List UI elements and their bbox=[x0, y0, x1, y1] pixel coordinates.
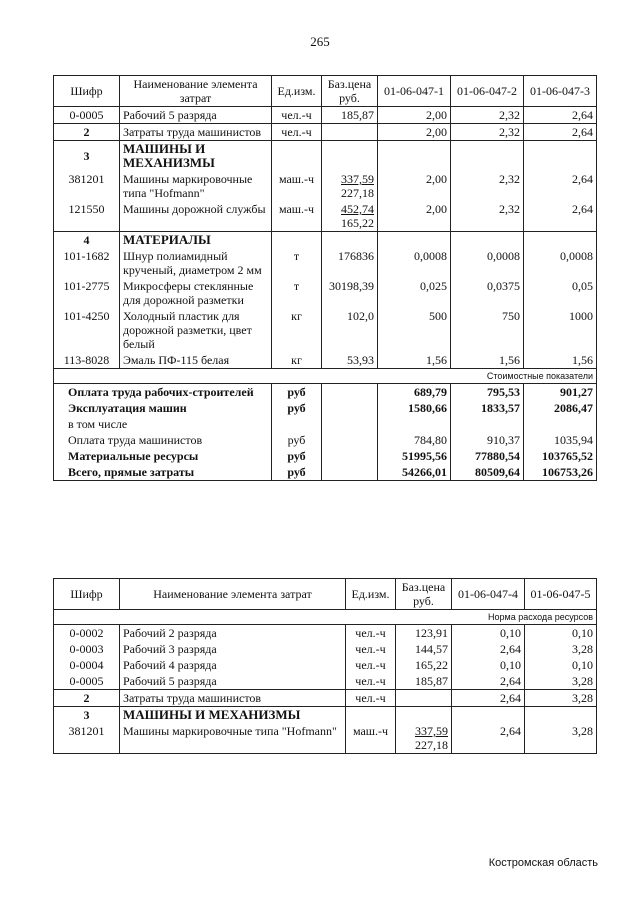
summary-row bbox=[54, 400, 597, 416]
summary-unit: руб bbox=[272, 448, 322, 464]
table-row bbox=[54, 641, 597, 657]
empty-cell bbox=[451, 141, 524, 172]
empty-cell bbox=[272, 416, 322, 432]
row-value-2: 0,0008 bbox=[451, 248, 524, 278]
row-price: 176836 bbox=[322, 248, 378, 278]
table-row bbox=[54, 308, 597, 352]
row-code: 101-2775 bbox=[54, 278, 120, 308]
header-code: Шифр bbox=[54, 579, 120, 610]
row-code: 113-8028 bbox=[54, 352, 120, 369]
row-price: 185,87 bbox=[396, 673, 452, 690]
cost-indicators-caption: Стоимостные показатели bbox=[54, 369, 597, 384]
section-title: МАШИНЫ И МЕХАНИЗМЫ bbox=[120, 141, 272, 172]
table-row bbox=[54, 171, 597, 201]
row-value-1: 2,00 bbox=[378, 171, 451, 201]
header-name: Наименование элемента затрат bbox=[120, 579, 346, 610]
row-code: 0-0005 bbox=[54, 107, 120, 124]
row-unit: чел.-ч bbox=[346, 657, 396, 673]
row-name: Машины маркировочные типа "Hofmann" bbox=[120, 171, 272, 201]
price-primary: 337,59 bbox=[415, 724, 448, 738]
row-value-3: 2,64 bbox=[524, 171, 597, 201]
table-header-row bbox=[54, 76, 597, 107]
row-code: 3 bbox=[54, 141, 120, 172]
table-row bbox=[54, 690, 597, 707]
row-price bbox=[322, 171, 378, 201]
section-title: МАШИНЫ И МЕХАНИЗМЫ bbox=[120, 707, 346, 724]
row-code: 4 bbox=[54, 232, 120, 249]
header-col-2: 01-06-047-2 bbox=[451, 76, 524, 107]
table-row bbox=[54, 673, 597, 690]
row-value-1: 2,00 bbox=[378, 124, 451, 141]
table-row bbox=[54, 278, 597, 308]
row-value-1: 2,64 bbox=[452, 641, 525, 657]
summary-value-2: 1833,57 bbox=[451, 400, 524, 416]
summary-value-3: 106753,26 bbox=[524, 464, 597, 481]
row-code: 2 bbox=[54, 124, 120, 141]
summary-value-1: 51995,56 bbox=[378, 448, 451, 464]
section-row bbox=[54, 707, 597, 724]
header-col-3: 01-06-047-3 bbox=[524, 76, 597, 107]
price-primary: 337,59 bbox=[341, 172, 374, 186]
row-value-1: 0,0008 bbox=[378, 248, 451, 278]
row-name: Холодный пластик для дорожной разметки, цвет белый bbox=[120, 308, 272, 352]
row-name: Затраты труда машинистов bbox=[120, 690, 346, 707]
row-price: 53,93 bbox=[322, 352, 378, 369]
header-unit: Ед.изм. bbox=[272, 76, 322, 107]
summary-value-3: 2086,47 bbox=[524, 400, 597, 416]
summary-value-1: 1580,66 bbox=[378, 400, 451, 416]
row-value-1: 2,00 bbox=[378, 107, 451, 124]
section-row bbox=[54, 141, 597, 172]
summary-unit: руб bbox=[272, 464, 322, 481]
row-unit: чел.-ч bbox=[346, 690, 396, 707]
summary-name: Материальные ресурсы bbox=[54, 448, 272, 464]
table-row bbox=[54, 352, 597, 369]
row-value-2: 0,0375 bbox=[451, 278, 524, 308]
resource-table-2 bbox=[53, 578, 597, 754]
summary-unit: руб bbox=[272, 384, 322, 401]
row-value-1: 2,64 bbox=[452, 673, 525, 690]
row-name: Рабочий 5 разряда bbox=[120, 673, 346, 690]
row-value-2: 2,32 bbox=[451, 201, 524, 232]
row-name: Машины дорожной службы bbox=[120, 201, 272, 232]
empty-cell bbox=[322, 384, 378, 401]
resource-table-1 bbox=[53, 75, 597, 481]
empty-cell bbox=[378, 141, 451, 172]
row-code: 381201 bbox=[54, 723, 120, 754]
price-primary: 452,74 bbox=[341, 202, 374, 216]
row-value-2: 2,32 bbox=[451, 124, 524, 141]
empty-cell bbox=[346, 707, 396, 724]
summary-name: Оплата труда рабочих-строителей bbox=[54, 384, 272, 401]
empty-cell bbox=[452, 707, 525, 724]
section-row bbox=[54, 232, 597, 249]
price-secondary: 227,18 bbox=[341, 186, 374, 200]
row-price: 30198,39 bbox=[322, 278, 378, 308]
table-row bbox=[54, 107, 597, 124]
row-code: 381201 bbox=[54, 171, 120, 201]
row-name: Рабочий 4 разряда bbox=[120, 657, 346, 673]
summary-value-2: 910,37 bbox=[451, 432, 524, 448]
row-value-1: 2,00 bbox=[378, 201, 451, 232]
row-name: Машины маркировочные типа "Hofmann" bbox=[120, 723, 346, 754]
row-unit: кг bbox=[272, 308, 322, 352]
empty-cell bbox=[272, 141, 322, 172]
row-unit: т bbox=[272, 278, 322, 308]
row-name: Рабочий 5 разряда bbox=[120, 107, 272, 124]
row-value-2: 2,32 bbox=[451, 107, 524, 124]
row-price bbox=[396, 723, 452, 754]
empty-cell bbox=[322, 141, 378, 172]
summary-value-2: 795,53 bbox=[451, 384, 524, 401]
row-code: 0-0004 bbox=[54, 657, 120, 673]
empty-cell bbox=[524, 416, 597, 432]
table-row bbox=[54, 201, 597, 232]
table-row bbox=[54, 625, 597, 642]
row-unit: чел.-ч bbox=[346, 641, 396, 657]
resource-norm-caption: Норма расхода ресурсов bbox=[54, 610, 597, 625]
row-name: Шнур полиамидный крученый, диаметром 2 мм bbox=[120, 248, 272, 278]
row-unit: маш.-ч bbox=[272, 201, 322, 232]
summary-row bbox=[54, 464, 597, 481]
row-unit: чел.-ч bbox=[346, 625, 396, 642]
row-value-2: 3,28 bbox=[525, 723, 597, 754]
empty-cell bbox=[378, 416, 451, 432]
summary-name: в том числе bbox=[54, 416, 272, 432]
empty-cell bbox=[322, 432, 378, 448]
summary-row bbox=[54, 448, 597, 464]
empty-cell bbox=[524, 141, 597, 172]
header-col-1: 01-06-047-1 bbox=[378, 76, 451, 107]
empty-cell bbox=[396, 707, 452, 724]
caption-row bbox=[54, 369, 597, 384]
summary-value-3: 901,27 bbox=[524, 384, 597, 401]
table-row bbox=[54, 657, 597, 673]
row-code: 101-4250 bbox=[54, 308, 120, 352]
summary-value-1: 689,79 bbox=[378, 384, 451, 401]
price-secondary: 227,18 bbox=[415, 738, 448, 752]
row-price: 185,87 bbox=[322, 107, 378, 124]
empty-cell bbox=[272, 232, 322, 249]
row-value-2: 750 bbox=[451, 308, 524, 352]
row-price: 165,22 bbox=[396, 657, 452, 673]
row-unit: чел.-ч bbox=[272, 107, 322, 124]
summary-unit: руб bbox=[272, 400, 322, 416]
row-value-1: 2,64 bbox=[452, 690, 525, 707]
row-unit: маш.-ч bbox=[272, 171, 322, 201]
header-price: Баз.цена руб. bbox=[396, 579, 452, 610]
table-row bbox=[54, 723, 597, 754]
row-unit: чел.-ч bbox=[272, 124, 322, 141]
empty-cell bbox=[524, 232, 597, 249]
row-value-2: 3,28 bbox=[525, 641, 597, 657]
empty-cell bbox=[451, 416, 524, 432]
row-price: 144,57 bbox=[396, 641, 452, 657]
row-value-3: 0,05 bbox=[524, 278, 597, 308]
row-price: 123,91 bbox=[396, 625, 452, 642]
header-name: Наименование элемента затрат bbox=[120, 76, 272, 107]
empty-cell bbox=[451, 232, 524, 249]
region-footer: Костромская область bbox=[488, 857, 598, 869]
price-secondary: 165,22 bbox=[341, 216, 374, 230]
row-value-1: 2,64 bbox=[452, 723, 525, 754]
empty-cell bbox=[322, 448, 378, 464]
row-value-2: 0,10 bbox=[525, 657, 597, 673]
summary-row bbox=[54, 432, 597, 448]
row-price: 102,0 bbox=[322, 308, 378, 352]
empty-cell bbox=[525, 707, 597, 724]
row-name: Затраты труда машинистов bbox=[120, 124, 272, 141]
summary-value-3: 1035,94 bbox=[524, 432, 597, 448]
row-name: Рабочий 2 разряда bbox=[120, 625, 346, 642]
row-code: 3 bbox=[54, 707, 120, 724]
summary-value-1: 784,80 bbox=[378, 432, 451, 448]
row-value-2: 3,28 bbox=[525, 673, 597, 690]
empty-cell bbox=[322, 232, 378, 249]
row-price bbox=[322, 124, 378, 141]
caption-row bbox=[54, 610, 597, 625]
row-name: Рабочий 3 разряда bbox=[120, 641, 346, 657]
row-value-1: 0,025 bbox=[378, 278, 451, 308]
row-value-2: 0,10 bbox=[525, 625, 597, 642]
empty-cell bbox=[322, 416, 378, 432]
row-code: 0-0002 bbox=[54, 625, 120, 642]
row-value-3: 2,64 bbox=[524, 107, 597, 124]
summary-value-1: 54266,01 bbox=[378, 464, 451, 481]
row-value-1: 1,56 bbox=[378, 352, 451, 369]
summary-row bbox=[54, 384, 597, 401]
empty-cell bbox=[378, 232, 451, 249]
row-value-2: 2,32 bbox=[451, 171, 524, 201]
header-unit: Ед.изм. bbox=[346, 579, 396, 610]
row-value-3: 1,56 bbox=[524, 352, 597, 369]
row-value-1: 0,10 bbox=[452, 657, 525, 673]
page-number: 265 bbox=[310, 34, 330, 49]
section-title: МАТЕРИАЛЫ bbox=[120, 232, 272, 249]
row-value-3: 2,64 bbox=[524, 124, 597, 141]
row-value-3: 2,64 bbox=[524, 201, 597, 232]
summary-unit: руб bbox=[272, 432, 322, 448]
row-name: Микросферы стеклянные для дорожной разметки bbox=[120, 278, 272, 308]
header-col-4: 01-06-047-4 bbox=[452, 579, 525, 610]
summary-value-2: 80509,64 bbox=[451, 464, 524, 481]
row-code: 101-1682 bbox=[54, 248, 120, 278]
summary-name: Оплата труда машинистов bbox=[54, 432, 272, 448]
row-value-1: 0,10 bbox=[452, 625, 525, 642]
row-code: 2 bbox=[54, 690, 120, 707]
row-price bbox=[322, 201, 378, 232]
row-unit: маш.-ч bbox=[346, 723, 396, 754]
header-price: Баз.цена руб. bbox=[322, 76, 378, 107]
row-code: 0-0005 bbox=[54, 673, 120, 690]
row-value-3: 0,0008 bbox=[524, 248, 597, 278]
row-value-2: 3,28 bbox=[525, 690, 597, 707]
row-price bbox=[396, 690, 452, 707]
row-code: 0-0003 bbox=[54, 641, 120, 657]
row-unit: т bbox=[272, 248, 322, 278]
row-value-2: 1,56 bbox=[451, 352, 524, 369]
summary-row bbox=[54, 416, 597, 432]
table-row bbox=[54, 124, 597, 141]
row-value-3: 1000 bbox=[524, 308, 597, 352]
row-unit: кг bbox=[272, 352, 322, 369]
row-code: 121550 bbox=[54, 201, 120, 232]
header-code: Шифр bbox=[54, 76, 120, 107]
summary-name: Эксплуатация машин bbox=[54, 400, 272, 416]
row-unit: чел.-ч bbox=[346, 673, 396, 690]
row-value-1: 500 bbox=[378, 308, 451, 352]
header-col-5: 01-06-047-5 bbox=[525, 579, 597, 610]
summary-name: Всего, прямые затраты bbox=[54, 464, 272, 481]
summary-value-2: 77880,54 bbox=[451, 448, 524, 464]
empty-cell bbox=[322, 400, 378, 416]
row-name: Эмаль ПФ-115 белая bbox=[120, 352, 272, 369]
table-header-row bbox=[54, 579, 597, 610]
empty-cell bbox=[322, 464, 378, 481]
summary-value-3: 103765,52 bbox=[524, 448, 597, 464]
table-row bbox=[54, 248, 597, 278]
